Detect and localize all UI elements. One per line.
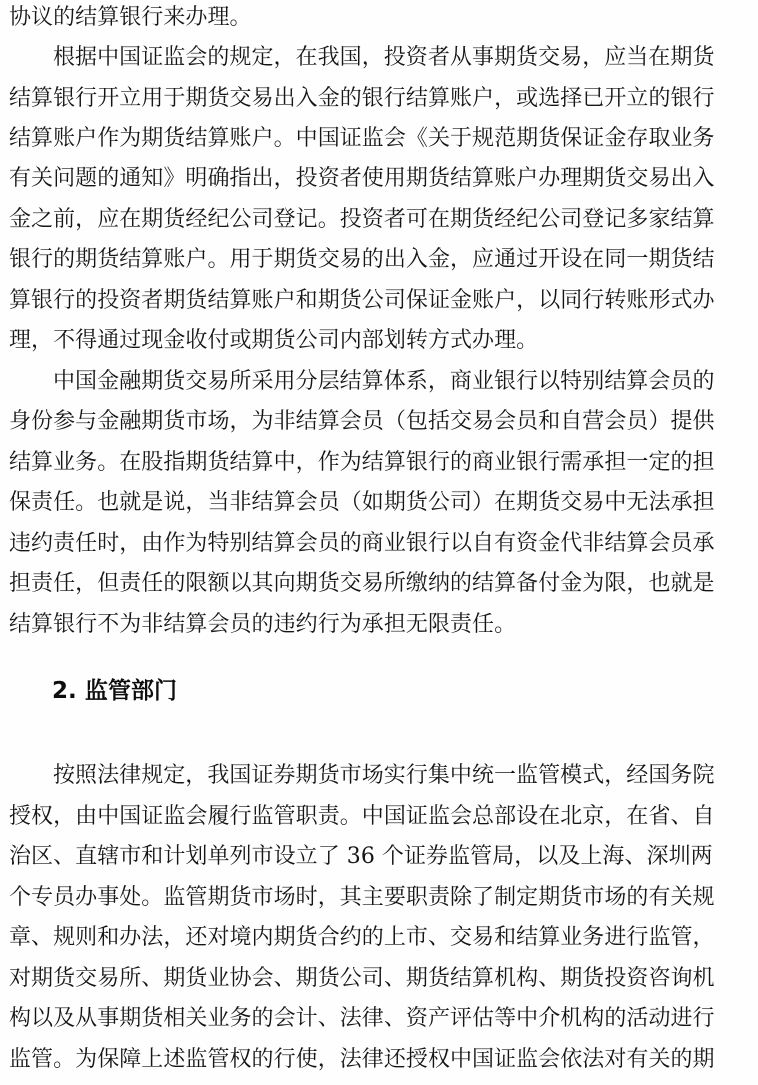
- text-line: 担责任，但责任的限额以其向期货交易所缴纳的结算备付金为限，也就是: [9, 571, 715, 596]
- text-line: 身份参与金融期货市场，为非结算会员（包括交易会员和自营会员）提供: [9, 409, 715, 434]
- text-line: 结算业务。在股指期货结算中，作为结算银行的商业银行需承担一定的担: [9, 450, 715, 475]
- section-heading: 2. 监管部门: [52, 678, 178, 704]
- text-line: 构以及从事期货相关业务的会计、法律、资产评估等中介机构的活动进行: [9, 1006, 715, 1031]
- text-line: 对期货交易所、期货业协会、期货公司、期货结算机构、期货投资咨询机: [9, 966, 715, 991]
- text-line: 结算银行不为非结算会员的违约行为承担无限责任。: [9, 612, 517, 637]
- text-line: 治区、直辖市和计划单列市设立了 36 个证券监管局，以及上海、深圳两: [9, 844, 713, 869]
- paragraph-start-line: 中国金融期货交易所采用分层结算体系，商业银行以特别结算会员的: [53, 369, 715, 394]
- text-line: 章、规则和办法，还对境内期货合约的上市、交易和结算业务进行监管，: [9, 925, 715, 950]
- text-line: 算银行的投资者期货结算账户和期货公司保证金账户，以同行转账形式办: [9, 288, 715, 313]
- paragraph-start-line: 根据中国证监会的规定，在我国，投资者从事期货交易，应当在期货: [53, 45, 715, 70]
- text-line: 协议的结算银行来办理。: [9, 5, 252, 30]
- text-line: 理，不得通过现金收付或期货公司内部划转方式办理。: [9, 328, 539, 353]
- text-line: 金之前，应在期货经纪公司登记。投资者可在期货经纪公司登记多家结算: [9, 207, 715, 232]
- text-line: 个专员办事处。监管期货市场时，其主要职责除了制定期货市场的有关规: [9, 885, 715, 910]
- text-line: 监管。为保障上述监管权的行使，法律还授权中国证监会依法对有关的期: [9, 1047, 715, 1072]
- text-line: 授权，由中国证监会履行监管职责。中国证监会总部设在北京，在省、自: [9, 804, 715, 829]
- text-line: 违约责任时，由作为特别结算会员的商业银行以自有资金代非结算会员承: [9, 531, 715, 556]
- text-line: 保责任。也就是说，当非结算会员（如期货公司）在期货交易中无法承担: [9, 490, 715, 515]
- paragraph-start-line: 按照法律规定，我国证券期货市场实行集中统一监管模式，经国务院: [53, 763, 715, 788]
- text-line: 有关问题的通知》明确指出，投资者使用期货结算账户办理期货交易出入: [9, 166, 715, 191]
- text-line: 银行的期货结算账户。用于期货交易的出入金，应通过开设在同一期货结: [9, 247, 715, 272]
- text-line: 结算账户作为期货结算账户。中国证监会《关于规范期货保证金存取业务: [9, 126, 715, 151]
- text-line: 结算银行开立用于期货交易出入金的银行结算账户，或选择已开立的银行: [9, 86, 715, 111]
